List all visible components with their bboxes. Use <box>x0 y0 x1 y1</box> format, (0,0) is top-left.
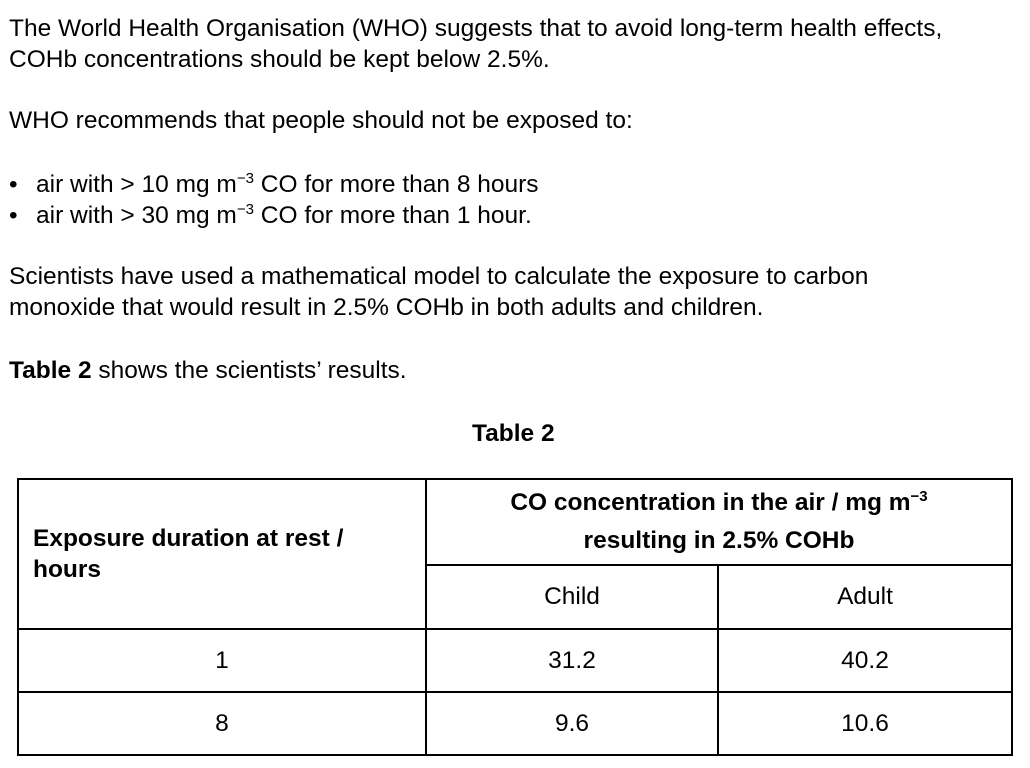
bullet-2-exponent: −3 <box>236 201 254 218</box>
intro-line-2: COHb concentrations should be kept below 2.5%. <box>9 46 550 73</box>
table-row <box>18 629 1012 692</box>
child-cell: 9.6 <box>426 692 718 755</box>
concentration-header-exponent: −3 <box>910 488 928 505</box>
bullet-item-1 <box>9 170 539 200</box>
bullet-dot-icon: • <box>9 202 18 229</box>
bullet-1-text: air with > 10 mg m <box>36 171 237 198</box>
duration-header-line-2: hours <box>33 556 102 583</box>
table-reference <box>9 356 407 386</box>
duration-cell: 8 <box>18 692 426 755</box>
paragraph-line-2: monoxide that would result in 2.5% COHb in both adults and children. <box>9 294 764 321</box>
bullet-2-text: air with > 30 mg m <box>36 202 237 229</box>
table-row <box>18 692 1012 755</box>
table-reference-bold: Table 2 <box>9 357 92 384</box>
child-cell: 31.2 <box>426 629 718 692</box>
results-table <box>17 478 1013 756</box>
duration-header-line-1: Exposure duration at rest / <box>33 525 344 552</box>
intro-line-3: WHO recommends that people should not be exposed to: <box>9 107 633 134</box>
intro-line-1: The World Health Organisation (WHO) suggests that to avoid long-term health effects, <box>9 15 943 42</box>
bullet-1-text-end: CO for more than 8 hours <box>253 171 539 198</box>
child-header: Child <box>426 565 718 629</box>
table-reference-rest: shows the scientists’ results. <box>91 357 407 384</box>
adult-header: Adult <box>718 565 1012 629</box>
bullet-item-2 <box>9 201 532 231</box>
duration-header <box>18 479 426 629</box>
bullet-dot-icon: • <box>9 171 18 198</box>
concentration-group-header <box>426 479 1012 565</box>
concentration-header-line-2: resulting in 2.5% COHb <box>583 527 855 554</box>
duration-cell: 1 <box>18 629 426 692</box>
adult-cell: 40.2 <box>718 629 1012 692</box>
table-caption: Table 2 <box>472 420 555 447</box>
bullet-1-exponent: −3 <box>236 170 254 187</box>
concentration-header-text: CO concentration in the air / mg m <box>510 489 911 516</box>
adult-cell: 10.6 <box>718 692 1012 755</box>
paragraph-line-1: Scientists have used a mathematical model to calculate the exposure to carbon <box>9 263 869 290</box>
concentration-header-line-1 <box>427 484 1011 522</box>
bullet-2-text-end: CO for more than 1 hour. <box>253 202 532 229</box>
